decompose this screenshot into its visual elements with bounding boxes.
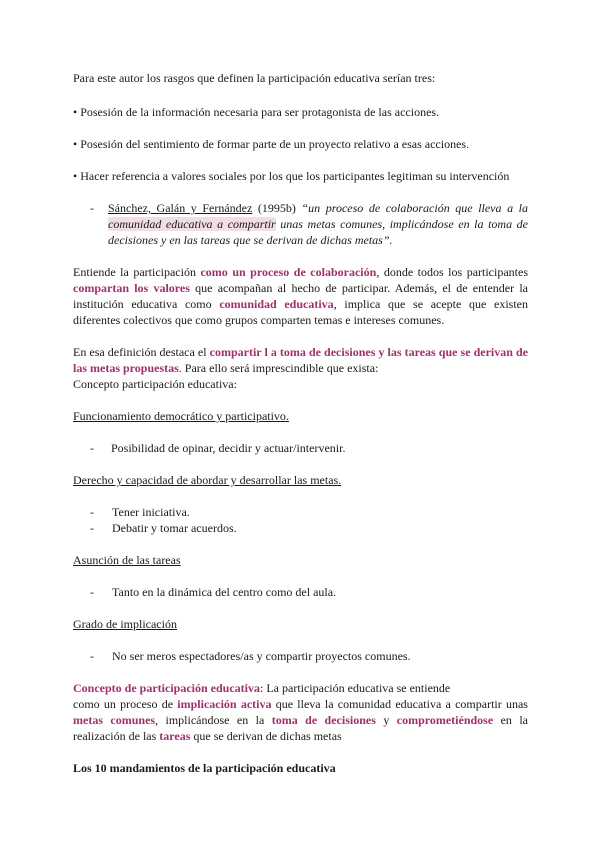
section-heading: Asunción de las tareas bbox=[73, 553, 181, 567]
quote-year: (1995b) bbox=[252, 201, 302, 215]
quote-dash: - bbox=[90, 201, 94, 215]
section-heading: Grado de implicación bbox=[73, 617, 177, 631]
list-item-text: Posibilidad de opinar, decidir y actuar/intervenir. bbox=[111, 441, 346, 455]
para1-highlight-1: como un proceso de colaboración bbox=[200, 265, 377, 279]
concept-highlight-2: metas comunes bbox=[73, 713, 156, 727]
list-item: - Tener iniciativa. bbox=[90, 505, 190, 519]
section-heading: Derecho y capacidad de abordar y desarrollar las metas. bbox=[73, 473, 342, 487]
section-heading: Funcionamiento democrático y participativo. bbox=[73, 409, 289, 423]
concept-text-4: y bbox=[375, 713, 397, 727]
list-item-text: Tener iniciativa. bbox=[112, 505, 190, 519]
para2-text-2: . Para ello será imprescindible que exista: bbox=[178, 361, 379, 375]
concept-label: Concepto participación educativa: bbox=[73, 377, 237, 391]
para1-text-2: , donde todos los participantes bbox=[376, 265, 528, 279]
para1-text-3: que acompañan al hecho de participar. Además, el de entender la institución educativa como bbox=[73, 281, 529, 311]
quote-part-a: “un proceso de colaboración que lleva a la bbox=[301, 201, 528, 215]
concept-title: Concepto de participación educativa bbox=[73, 681, 260, 695]
para1-text-1: Entiende la participación bbox=[73, 265, 201, 279]
concept-text-6: que se derivan de dichas metas bbox=[190, 729, 342, 743]
bullet-item: • Posesión del sentimiento de formar parte de un proyecto relativo a esas acciones. bbox=[73, 137, 470, 151]
concept-heading-line bbox=[73, 680, 528, 696]
concept-text-3: , implicándose en la bbox=[155, 713, 272, 727]
para2-text-1: En esa definición destaca el bbox=[73, 345, 210, 359]
para1-highlight-3: comunidad educativa bbox=[219, 297, 334, 311]
concept-paragraph bbox=[73, 696, 528, 744]
concept-text-2: que lleva la comunidad educativa a compartir unas bbox=[271, 697, 528, 711]
concept-text-1: como un proceso de bbox=[73, 697, 178, 711]
list-item: - No ser meros espectadores/as y compartir proyectos comunes. bbox=[90, 649, 411, 663]
paragraph-definition bbox=[73, 344, 528, 376]
bullet-item: • Hacer referencia a valores sociales por los que los participantes legitiman su intervención bbox=[73, 169, 510, 183]
concept-highlight-4: comprometiéndose bbox=[396, 713, 494, 727]
paragraph-collaboration bbox=[73, 264, 528, 328]
list-item: - Posibilidad de opinar, decidir y actuar/intervenir. bbox=[90, 441, 346, 455]
concept-text-5: en la realización de las bbox=[73, 713, 529, 743]
list-item-text: Debatir y tomar acuerdos. bbox=[112, 521, 237, 535]
list-item-text: Tanto en la dinámica del centro como del aula. bbox=[112, 585, 337, 599]
concept-text-0: : La participación educativa se entiende bbox=[260, 681, 451, 695]
intro-text: Para este autor los rasgos que definen la participación educativa serían tres: bbox=[73, 71, 436, 85]
quote-highlight: comunidad educativa a compartir bbox=[108, 217, 276, 231]
para1-highlight-2: compartan los valores bbox=[73, 281, 190, 295]
concept-highlight-5: tareas bbox=[159, 729, 191, 743]
list-item-text: No ser meros espectadores/as y compartir proyectos comunes. bbox=[112, 649, 411, 663]
quote-author: Sánchez, Galán y Fernández bbox=[108, 201, 253, 215]
para1-text-4: , implica que se acepte que existen diferentes colectivos que como grupos comparten temas e intereses comunes. bbox=[73, 297, 528, 327]
quote-part-b: unas metas comunes, implicándose en la toma de decisiones y en las tareas que se derivan de dichas metas”. bbox=[108, 217, 528, 247]
bullet-item: • Posesión de la información necesaria para ser protagonista de las acciones. bbox=[73, 105, 440, 119]
quote-block bbox=[90, 200, 528, 248]
concept-highlight-3: toma de decisiones bbox=[271, 713, 376, 727]
para2-highlight-1: compartir l a toma de decisiones y las tareas que se derivan de las metas propuestas bbox=[73, 345, 528, 375]
final-heading: Los 10 mandamientos de la participación educativa bbox=[73, 761, 336, 775]
concept-highlight-1: implicación activa bbox=[177, 697, 272, 711]
list-item: - Debatir y tomar acuerdos. bbox=[90, 521, 237, 535]
quote-text bbox=[108, 200, 528, 248]
list-item: - Tanto en la dinámica del centro como del aula. bbox=[90, 585, 337, 599]
